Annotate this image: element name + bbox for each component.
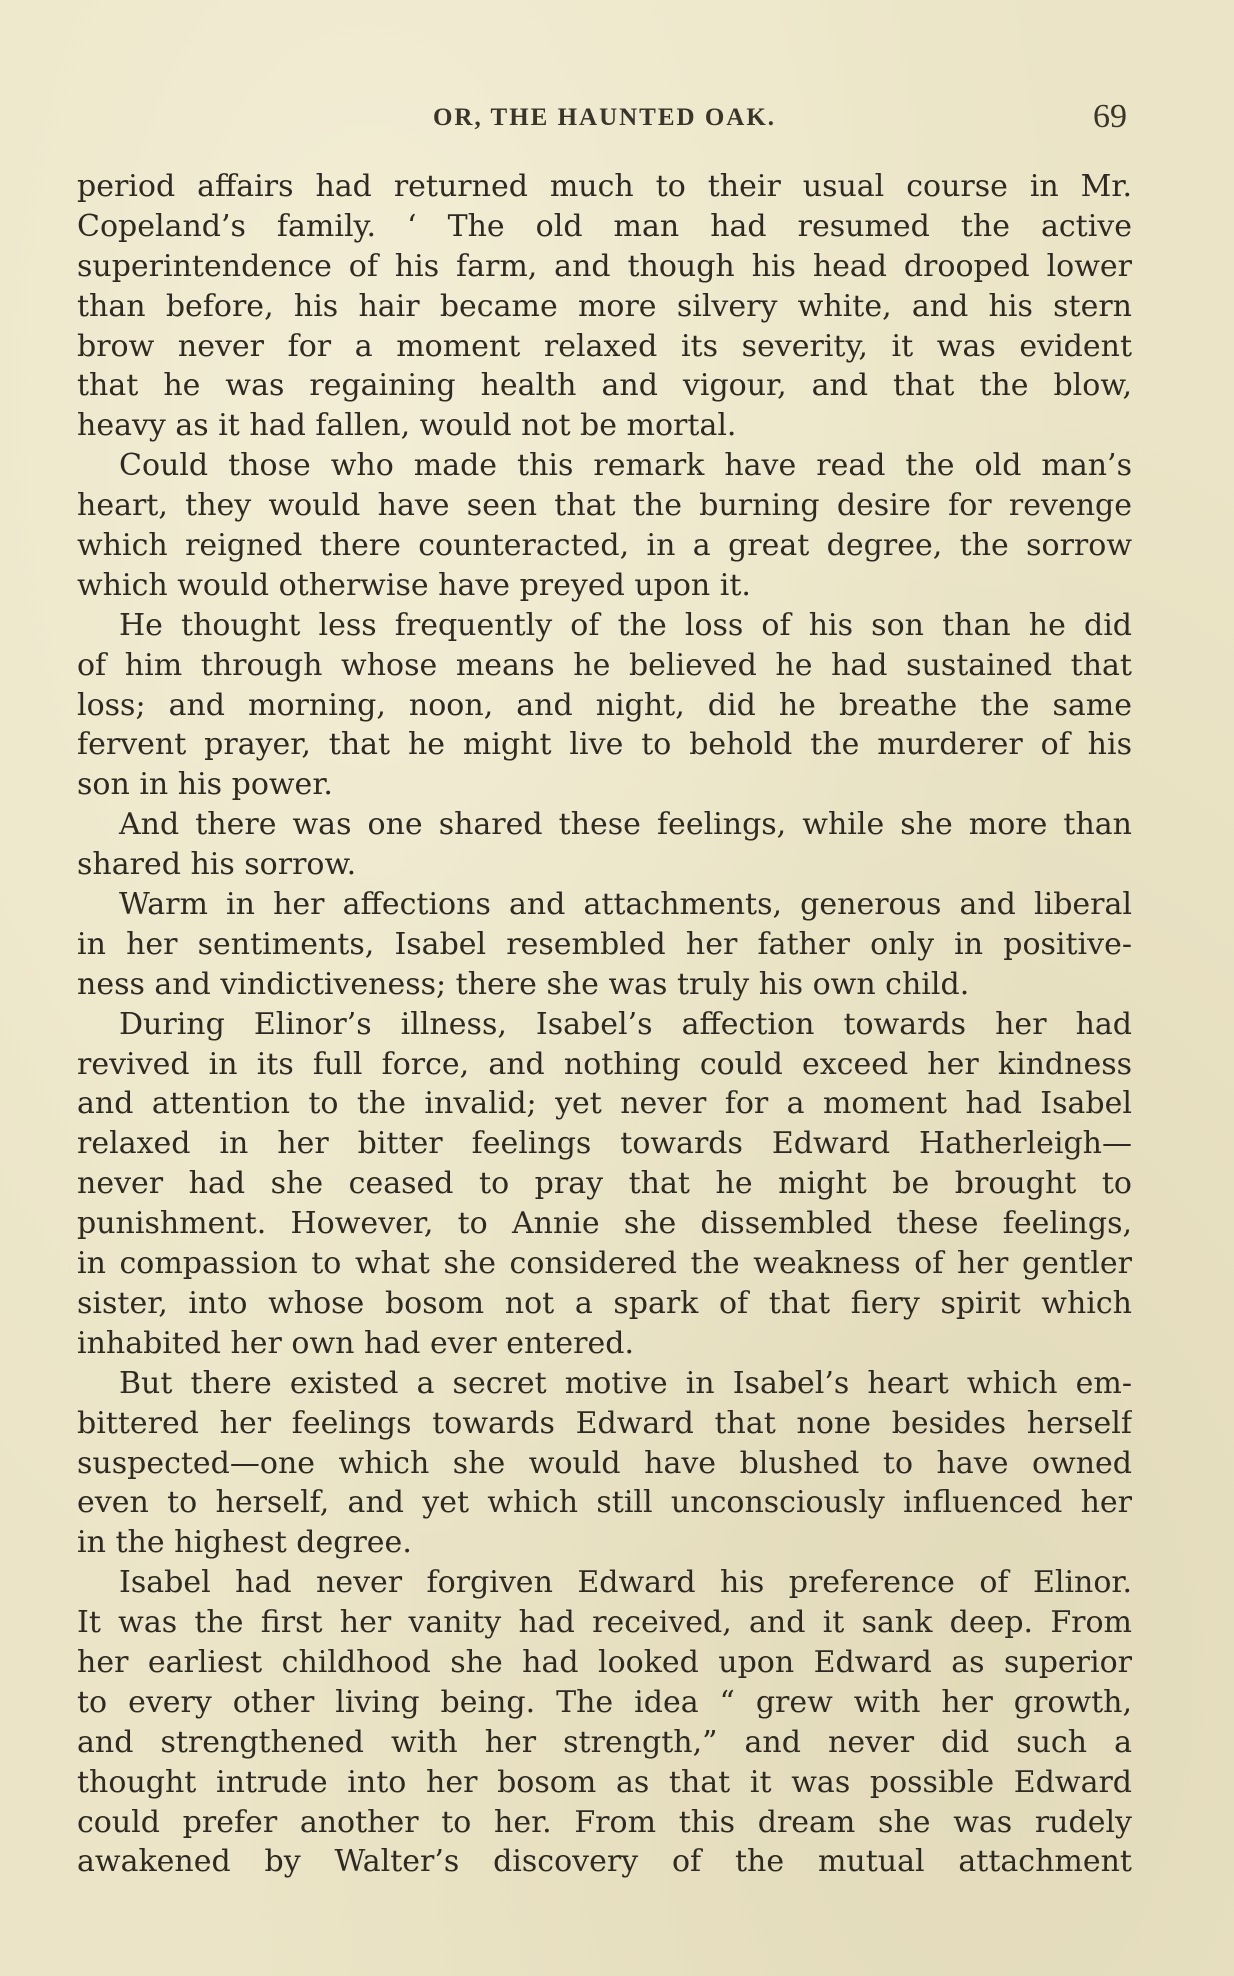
text-line: in her sentiments, Isabel resembled her father only in positive- bbox=[77, 926, 1132, 962]
text-line: brow never for a moment relaxed its severity, it was evident bbox=[77, 328, 1132, 364]
text-line: of him through whose means he believed he had sustained that bbox=[77, 647, 1132, 683]
text-line: thought intrude into her bosom as that it was possible Edward bbox=[77, 1764, 1132, 1800]
text-line: shared his sorrow. bbox=[77, 847, 357, 883]
text-line: which reigned there counteracted, in a great degree, the sorrow bbox=[77, 528, 1132, 564]
text-line: It was the first her vanity had received, and it sank deep. From bbox=[77, 1605, 1132, 1641]
text-line: fervent prayer, that he might live to behold the murderer of his bbox=[77, 727, 1132, 763]
text-line: could prefer another to her. From this dream she was rudely bbox=[77, 1804, 1132, 1840]
text-line: Could those who made this remark have read the old man’s bbox=[119, 448, 1132, 484]
text-line: son in his power. bbox=[77, 767, 333, 803]
text-line: Copeland’s family. ‘ The old man had resumed the active bbox=[77, 208, 1132, 244]
text-line: He thought less frequently of the loss of his son than he did bbox=[119, 607, 1132, 643]
text-line: awakened by Walter’s discovery of the mutual attachment bbox=[77, 1844, 1132, 1880]
text-line: even to herself, and yet which still unconsciously influenced her bbox=[77, 1485, 1132, 1521]
text-line: and strengthened with her strength,” and never did such a bbox=[77, 1724, 1132, 1760]
text-line: loss; and morning, noon, and night, did he breathe the same bbox=[77, 687, 1132, 723]
text-line: revived in its full force, and nothing could exceed her kindness bbox=[77, 1046, 1132, 1082]
text-line: sister, into whose bosom not a spark of that fiery spirit which bbox=[77, 1285, 1132, 1321]
text-line: in the highest degree. bbox=[77, 1525, 412, 1561]
text-line: in compassion to what she considered the weakness of her gentler bbox=[77, 1246, 1132, 1282]
text-line: relaxed in her bitter feelings towards Edward Hatherleigh— bbox=[77, 1126, 1132, 1162]
running-title: OR, THE HAUNTED OAK. bbox=[432, 104, 777, 131]
text-line: Isabel had never forgiven Edward his preference of Elinor. bbox=[119, 1565, 1132, 1601]
text-line: and attention to the invalid; yet never for a moment had Isabel bbox=[77, 1086, 1132, 1122]
text-line: that he was regaining health and vigour, and that the blow, bbox=[77, 368, 1132, 404]
text-line: bittered her feelings towards Edward that none besides herself bbox=[77, 1405, 1132, 1441]
body-text bbox=[77, 167, 1132, 1887]
text-line: period affairs had returned much to their usual course in Mr. bbox=[77, 169, 1132, 204]
text-line: And there was one shared these feelings, while she more than bbox=[119, 807, 1132, 843]
text-line: to every other living being. The idea “ grew with her growth, bbox=[77, 1684, 1132, 1720]
text-line: than before, his hair became more silvery white, and his stern bbox=[77, 288, 1132, 324]
text-line: heavy as it had fallen, would not be mortal. bbox=[77, 408, 737, 444]
text-line: suspected—one which she would have blushed to have owned bbox=[77, 1445, 1132, 1481]
text-line: ness and vindictiveness; there she was truly his own child. bbox=[77, 966, 970, 1002]
text-line: heart, they would have seen that the burning desire for revenge bbox=[77, 488, 1132, 524]
text-line: inhabited her own had ever entered. bbox=[77, 1325, 635, 1361]
text-line: which would otherwise have preyed upon it. bbox=[77, 567, 751, 603]
page-number: 69 bbox=[1093, 98, 1127, 135]
running-head bbox=[77, 100, 1132, 140]
text-line: punishment. However, to Annie she dissembled these feelings, bbox=[77, 1206, 1132, 1242]
text-line: During Elinor’s illness, Isabel’s affection towards her had bbox=[119, 1006, 1132, 1042]
text-line: superintendence of his farm, and though his head drooped lower bbox=[77, 248, 1132, 284]
text-line: But there existed a secret motive in Isabel’s heart which em- bbox=[119, 1365, 1132, 1401]
text-line: her earliest childhood she had looked upon Edward as superior bbox=[77, 1644, 1132, 1680]
text-line: never had she ceased to pray that he might be brought to bbox=[77, 1166, 1132, 1202]
text-line: Warm in her affections and attachments, generous and liberal bbox=[119, 887, 1132, 923]
